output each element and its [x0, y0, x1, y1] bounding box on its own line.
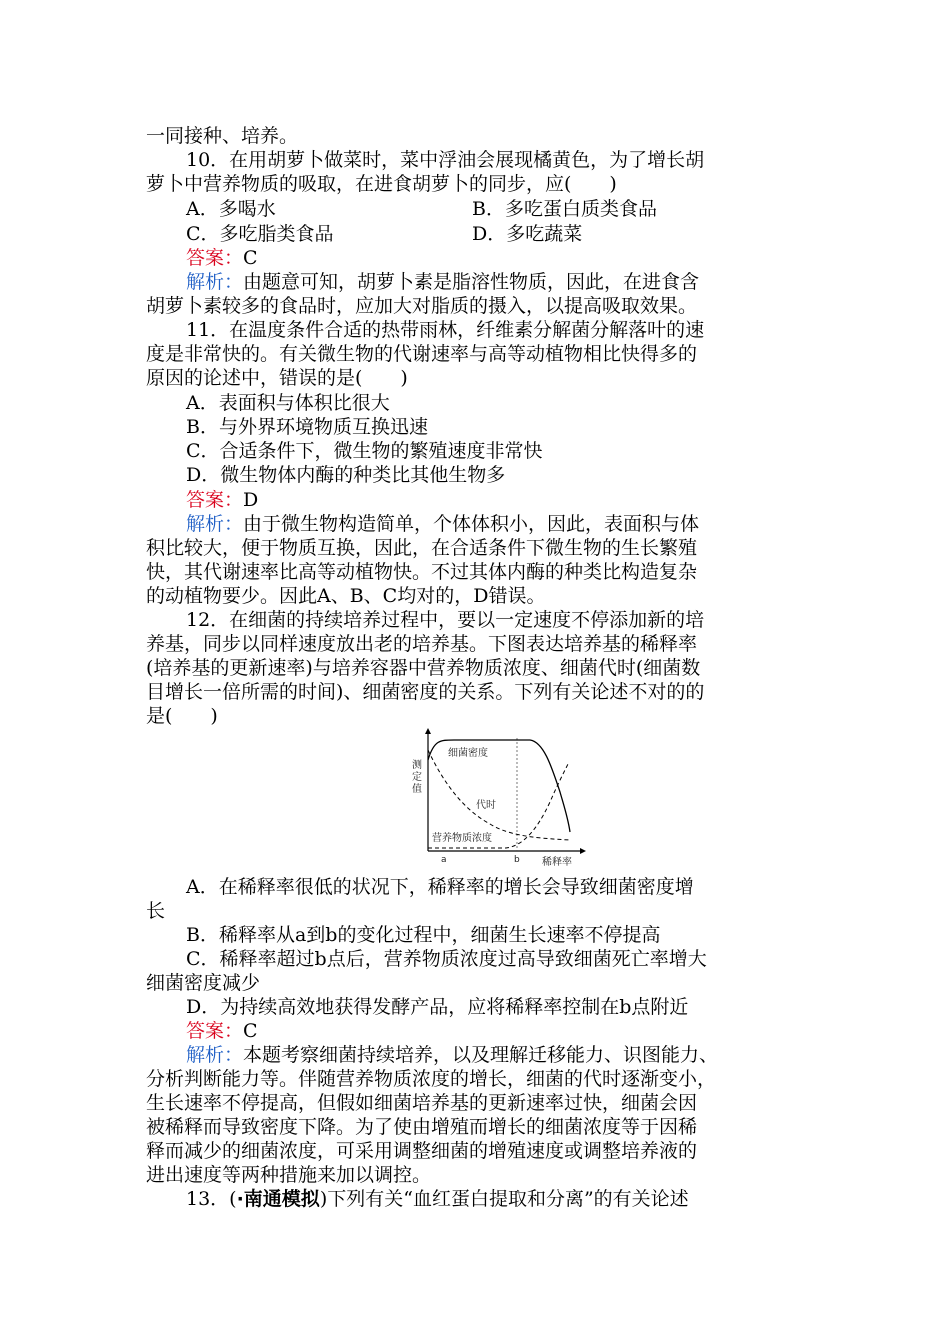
answer-label: 答案： [186, 247, 244, 269]
question-10-option-c: C．多吃脂类食品 [186, 223, 334, 245]
question-11-answer [186, 488, 258, 512]
question-12-stem-cont: 目增长一倍所需的时间)、细菌密度的关系。下列有关论述不对的的 [146, 681, 705, 703]
question-12-option-d: D．为持续高效地获得发酵产品，应将稀释率控制在b点附近 [186, 996, 689, 1018]
question-13-stem [186, 1187, 689, 1211]
question-11-stem-cont: 原因的论述中，错误的是( ) [146, 367, 408, 389]
answer-label: 答案： [186, 489, 244, 511]
answer-value: C [243, 247, 258, 269]
question-11-explanation [186, 512, 699, 536]
question-11-explanation-cont: 的动植物要少。因此A、B、C均对的，D错误。 [146, 585, 546, 607]
question-10-stem-cont: 萝卜中营养物质的吸取，在进食胡萝卜的同步，应( ) [146, 173, 617, 195]
question-13-number: 13．( [186, 1188, 237, 1210]
question-13-text: )下列有关“血红蛋白提取和分离”的有关论述 [319, 1188, 689, 1210]
question-12-answer [186, 1019, 258, 1043]
tick-a-label: a [441, 855, 447, 865]
question-12-option-a-cont: 长 [146, 900, 166, 922]
question-11-explanation-cont: 快，其代谢速率比高等动植物快。不过其体内酶的种类比构造复杂 [146, 561, 698, 583]
question-10-explanation-cont: 胡萝卜素较多的食品时，应加大对脂质的摄入，以提高吸取效果。 [146, 295, 698, 317]
question-12-option-c: C．稀释率超过b点后，营养物质浓度过高导致细菌死亡率增大 [186, 948, 707, 970]
question-12-explanation-cont: 释而减少的细菌浓度，可采用调整细菌的增殖速度或调整培养液的 [146, 1140, 698, 1162]
question-12-explanation [186, 1043, 718, 1067]
explanation-label: 解析： [186, 513, 244, 535]
question-11-stem-cont: 度是非常快的。有关微生物的代谢速率与高等动植物相比快得多的 [146, 343, 698, 365]
question-10-stem: 10．在用胡萝卜做菜时，菜中浮油会展现橘黄色，为了增长胡 [186, 149, 705, 171]
density-label: 细菌密度 [448, 748, 488, 759]
question-10-explanation [186, 270, 699, 294]
answer-label: 答案： [186, 1020, 244, 1042]
generation-time-label: 代时 [476, 800, 496, 811]
question-13-source: ·南通模拟 [236, 1188, 320, 1210]
question-12-explanation-cont: 被稀释而导致密度下降。为了使由增殖而增长的细菌浓度等于因稀 [146, 1116, 698, 1138]
question-10-option-b: B．多吃蛋白质类食品 [472, 198, 657, 220]
question-11-stem: 11．在温度条件合适的热带雨林，纤维素分解菌分解落叶的速 [186, 319, 705, 341]
question-11-option-b: B．与外界环境物质互换迅速 [186, 416, 428, 438]
question-12-stem-cont: (培养基的更新速率)与培养容器中营养物质浓度、细菌代时(细菌数 [146, 657, 701, 679]
answer-value: C [243, 1020, 258, 1042]
question-12-stem-cont: 养基，同步以同样速度放出老的培养基。下图表达培养基的稀释率 [146, 633, 698, 655]
y-axis-label: 测 定 值 [412, 760, 422, 795]
nutrient-label: 营养物质浓度 [432, 833, 492, 844]
answer-value: D [243, 489, 259, 511]
question-12-option-c-cont: 细菌密度减少 [146, 972, 261, 994]
question-12-stem: 12．在细菌的持续培养过程中，要以一定速度不停添加新的培 [186, 609, 705, 631]
question-11-option-d: D．微生物体内酶的种类比其他生物多 [186, 464, 506, 486]
y-axis-arrow [425, 728, 431, 734]
x-axis-arrow [580, 848, 586, 854]
question-12-explanation-cont: 生长速率不停提高，但假如细菌培养基的更新速率过快，细菌会因 [146, 1092, 698, 1114]
question-10-option-d: D．多吃蔬菜 [472, 223, 583, 245]
tick-b-label: b [514, 855, 520, 865]
question-12-option-b: B．稀释率从a到b的变化过程中，细菌生长速率不停提高 [186, 924, 661, 946]
question-12-explanation-cont: 进出速度等两种措施来加以调控。 [146, 1164, 432, 1186]
x-axis-label: 稀释率 [542, 857, 572, 868]
question-10-answer [186, 246, 258, 270]
question-11-option-a: A．表面积与体积比很大 [186, 392, 390, 414]
question-12-option-a: A．在稀释率很低的状况下，稀释率的增长会导致细菌密度增 [186, 876, 694, 898]
question-11-explanation-cont: 积比较大，便于物质互换，因此，在合适条件下微生物的生长繁殖 [146, 537, 698, 559]
text-line: 一同接种、培养。 [146, 125, 299, 147]
dilution-rate-figure [404, 728, 594, 870]
question-12-stem-cont: 是( ) [146, 705, 218, 727]
explanation-label: 解析： [186, 271, 244, 293]
generation-time-curve [428, 750, 570, 840]
question-10-option-a: A．多喝水 [186, 198, 276, 220]
explanation-text: 由题意可知，胡萝卜素是脂溶性物质，因此，在进食含 [243, 271, 700, 293]
explanation-label: 解析： [186, 1044, 244, 1066]
question-11-option-c: C．合适条件下，微生物的繁殖速度非常快 [186, 440, 543, 462]
explanation-text: 本题考察细菌持续培养，以及理解迁移能力、识图能力、 [243, 1044, 719, 1066]
question-12-explanation-cont: 分析判断能力等。伴随营养物质浓度的增长，细菌的代时逐渐变小， [146, 1068, 717, 1090]
explanation-text: 由于微生物构造简单，个体体积小，因此，表面积与体 [243, 513, 700, 535]
